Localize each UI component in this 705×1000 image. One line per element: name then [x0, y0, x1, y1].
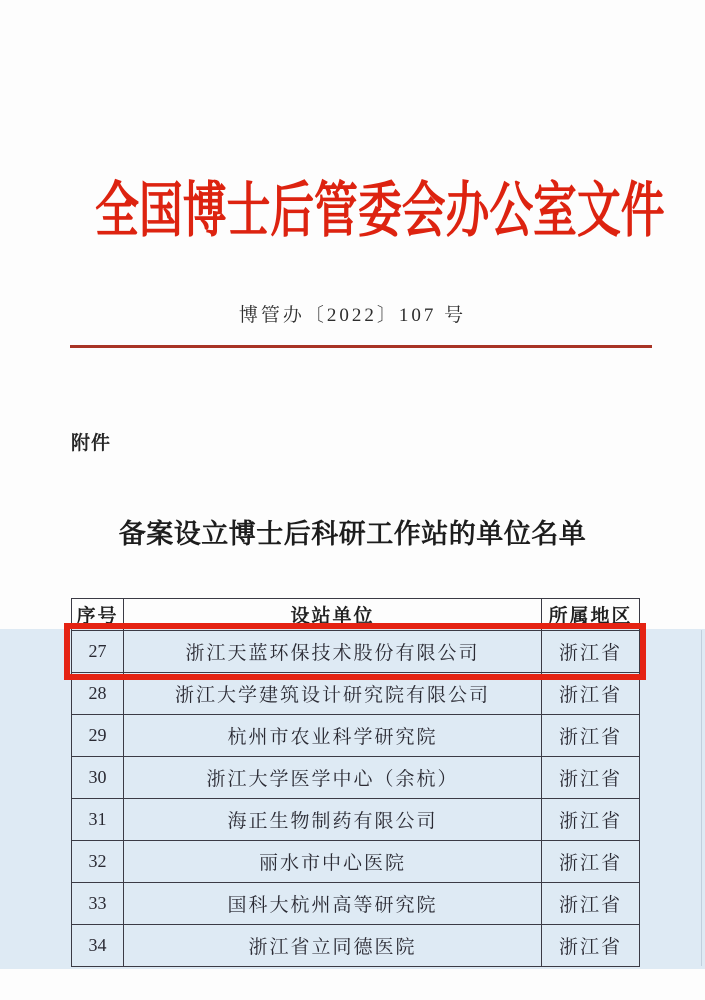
cell-region: 浙江省: [542, 715, 640, 757]
table-row: [72, 715, 640, 757]
table-row: [72, 925, 640, 967]
cell-serial-number: 33: [72, 883, 124, 925]
cell-region: 浙江省: [542, 673, 640, 715]
header-serial-number: 序号: [72, 599, 124, 631]
cell-serial-number: 34: [72, 925, 124, 967]
cell-region: 浙江省: [542, 799, 640, 841]
cell-serial-number: 30: [72, 757, 124, 799]
header-station-unit: 设站单位: [124, 599, 542, 631]
table-row: [72, 799, 640, 841]
cell-region: 浙江省: [542, 841, 640, 883]
station-list-table: [71, 598, 640, 967]
cell-region: 浙江省: [542, 631, 640, 673]
letterhead-rule: [70, 345, 652, 348]
cell-serial-number: 31: [72, 799, 124, 841]
cell-station-unit: 杭州市农业科学研究院: [124, 715, 542, 757]
cell-region: 浙江省: [542, 883, 640, 925]
document-number: 博管办〔2022〕107 号: [238, 305, 467, 326]
cell-station-unit: 海正生物制药有限公司: [124, 799, 542, 841]
table-row: [72, 631, 640, 673]
cell-station-unit: 丽水市中心医院: [124, 841, 542, 883]
cell-station-unit: 浙江天蓝环保技术股份有限公司: [124, 631, 542, 673]
scan-edge-artifact: [701, 630, 702, 966]
cell-serial-number: 28: [72, 673, 124, 715]
table-row: [72, 841, 640, 883]
header-region: 所属地区: [542, 599, 640, 631]
table-row: [72, 757, 640, 799]
cell-serial-number: 27: [72, 631, 124, 673]
table-title: 备案设立博士后科研工作站的单位名单: [118, 519, 587, 549]
table-row: [72, 883, 640, 925]
letterhead-title: 全国博士后管委会办公室文件: [95, 178, 665, 244]
cell-station-unit: 浙江省立同德医院: [124, 925, 542, 967]
cell-station-unit: 浙江大学医学中心（余杭）: [124, 757, 542, 799]
cell-region: 浙江省: [542, 925, 640, 967]
cell-station-unit: 国科大杭州高等研究院: [124, 883, 542, 925]
cell-serial-number: 32: [72, 841, 124, 883]
table-row: [72, 673, 640, 715]
table-header-row: [72, 599, 640, 631]
cell-station-unit: 浙江大学建筑设计研究院有限公司: [124, 673, 542, 715]
cell-region: 浙江省: [542, 757, 640, 799]
cell-serial-number: 29: [72, 715, 124, 757]
attachment-label: 附件: [71, 433, 112, 454]
